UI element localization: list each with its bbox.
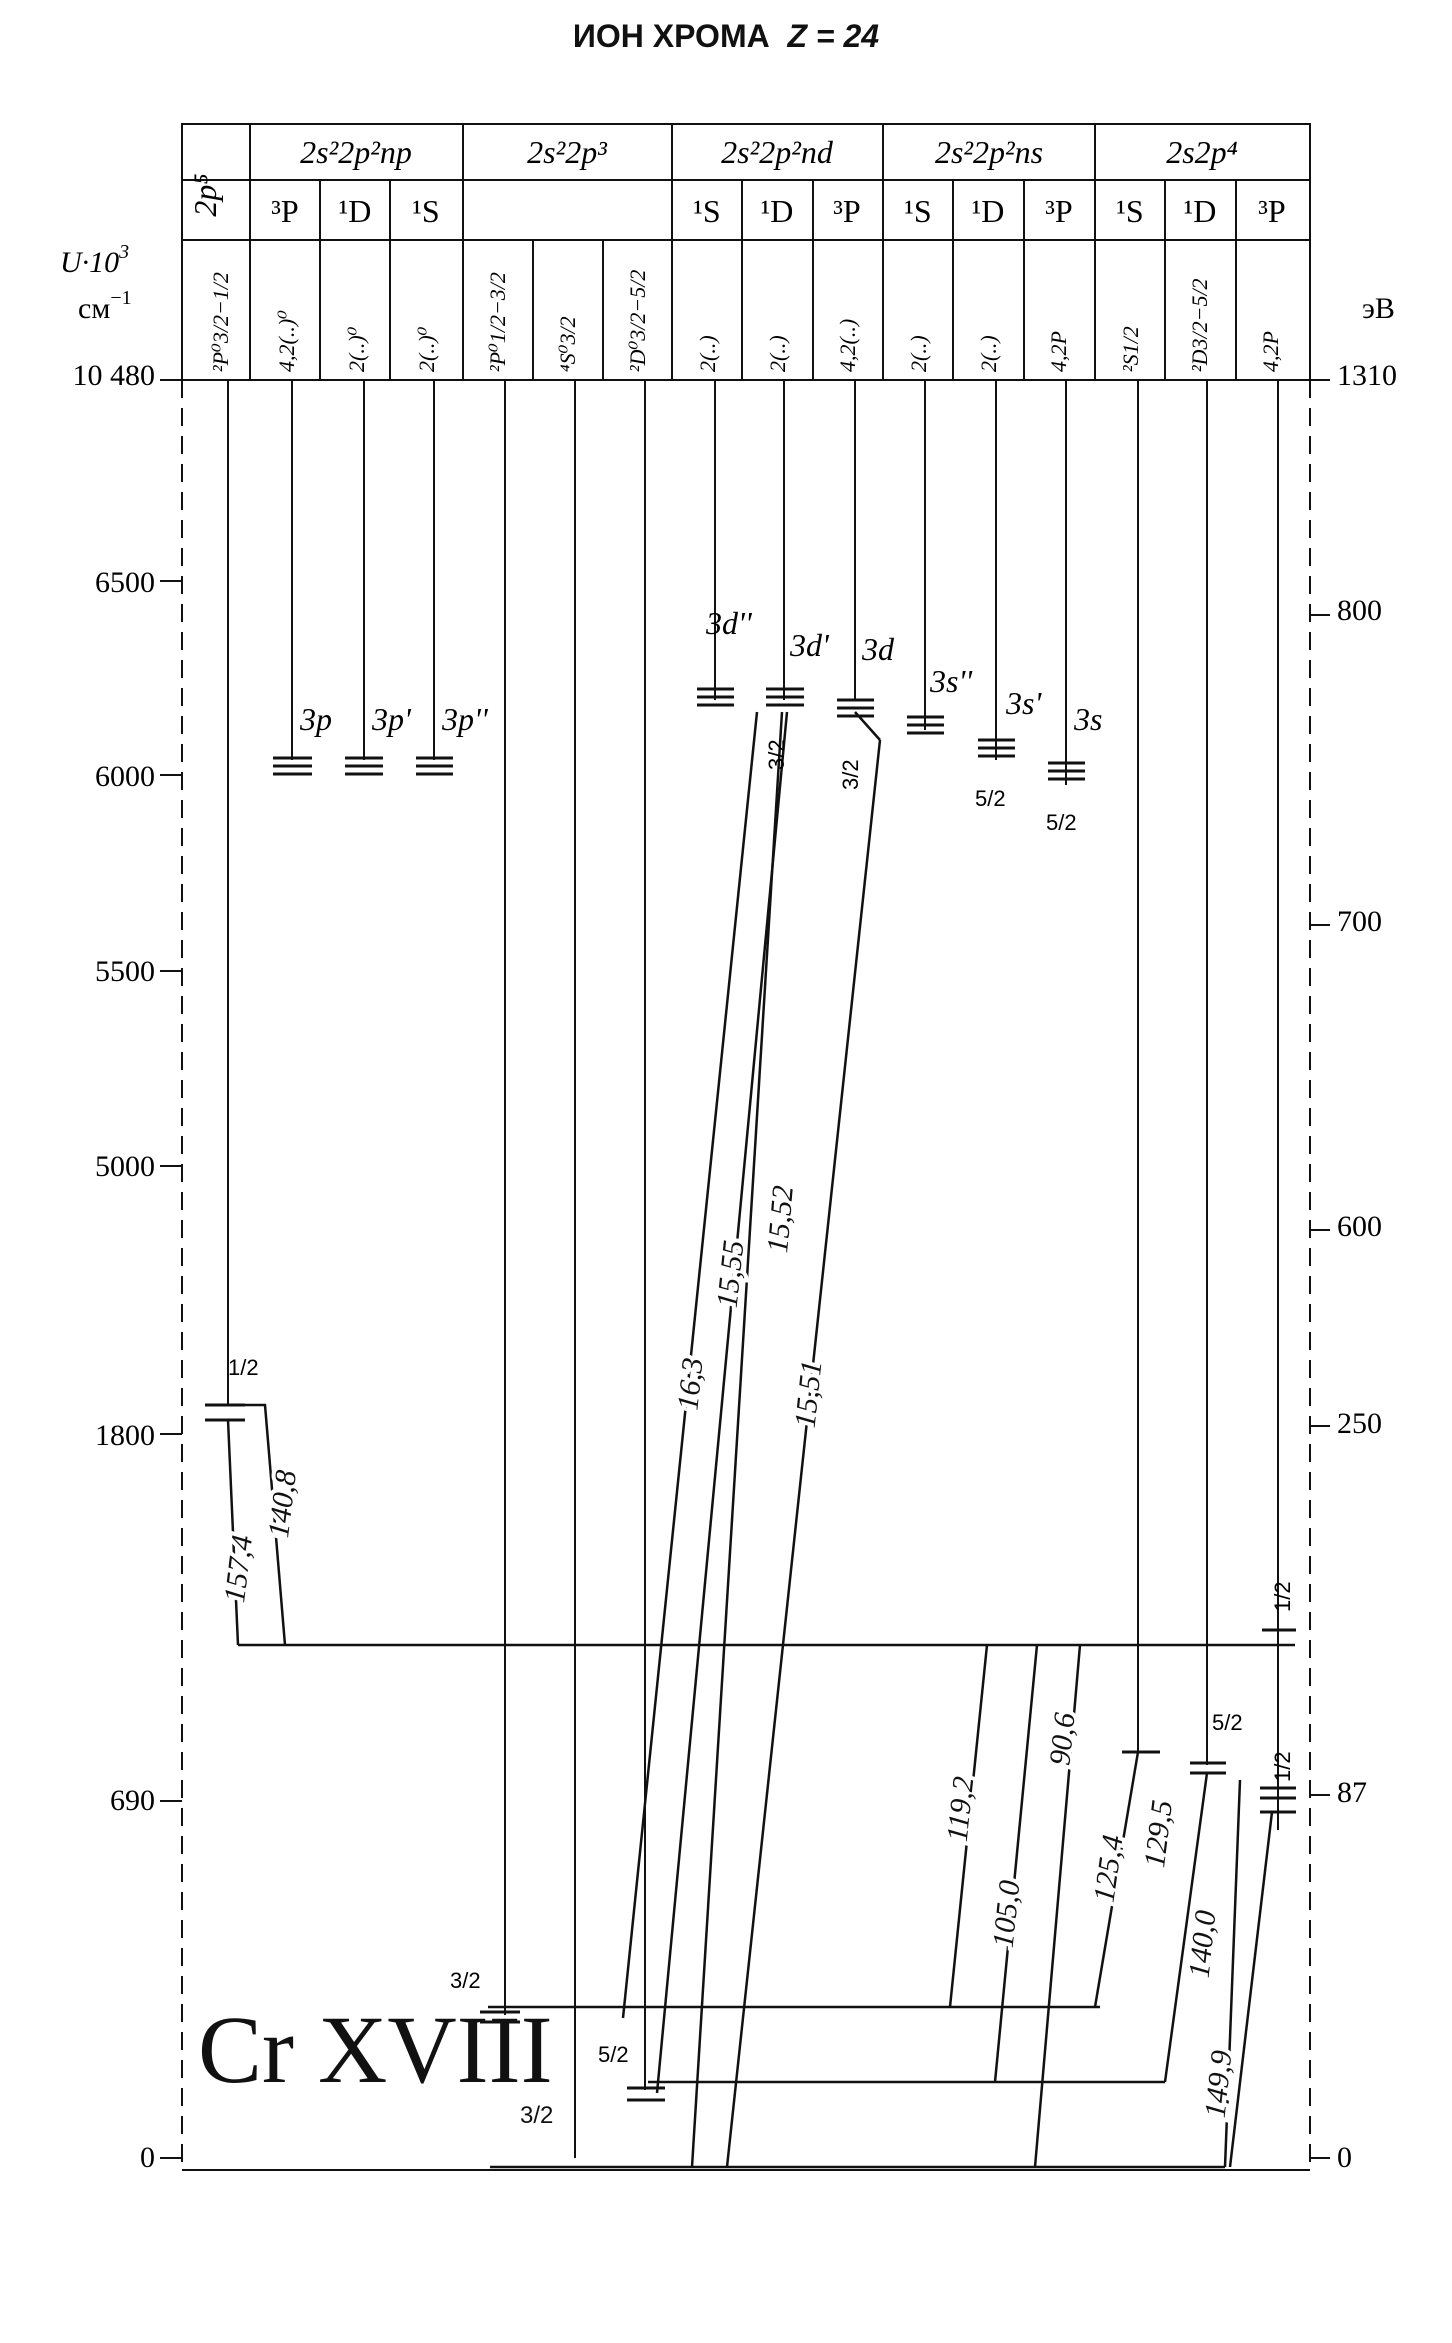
column-label: 2(..) — [695, 335, 720, 372]
left-tick-label: 690 — [110, 1784, 155, 1817]
column-label: 4,2(..) — [835, 318, 860, 372]
column-label: ²D3/2−5/2 — [1187, 278, 1212, 372]
right-tick-label: 700 — [1337, 905, 1382, 938]
transition-label: 15,51 — [788, 1358, 829, 1430]
left-unit-top: $U\cdot 10^3$ — [60, 241, 130, 279]
left-axis — [60, 241, 155, 2174]
group-label: 2s²2p³ — [527, 134, 607, 170]
transition-label: 15,55 — [710, 1238, 751, 1310]
series-labels — [299, 605, 1102, 737]
group-label: 2s²2p²ns — [934, 134, 1044, 170]
right-ticks — [1310, 380, 1330, 2158]
series-label: 3s' — [1006, 685, 1042, 721]
series-label: 3d' — [790, 627, 829, 663]
series-label: 3p' — [372, 701, 411, 737]
column-label: 4,2(..)⁰ — [274, 310, 299, 372]
subterm-label: ¹S — [693, 193, 721, 229]
subterm-label: ³P — [1045, 193, 1073, 229]
column-label: 4,2P — [1258, 331, 1283, 372]
column-label: ²D⁰3/2−5/2 — [625, 269, 650, 372]
transition-label: 105,0 — [986, 1878, 1027, 1950]
subterm-label: ¹D — [971, 193, 1005, 229]
subterm-label: ¹D — [1183, 193, 1217, 229]
j-label: 5/2 — [598, 2042, 629, 2067]
column-label: 2(..)⁰ — [344, 326, 369, 372]
column-label: 4,2P — [1046, 331, 1071, 372]
transition-label: 90,6 — [1043, 1711, 1082, 1767]
column-label: 2(..)⁰ — [414, 326, 439, 372]
transition-lines — [228, 712, 1295, 2167]
j-label: 3/2 — [764, 739, 789, 770]
j-label: 1/2 — [1270, 1751, 1295, 1782]
left-tick-label: 5500 — [95, 955, 155, 988]
subterm-label: ¹S — [904, 193, 932, 229]
left-tick-label: 6000 — [95, 760, 155, 793]
series-label: 3s'' — [930, 663, 973, 699]
subterm-label: ¹S — [1116, 193, 1144, 229]
series-label: 3s — [1074, 701, 1103, 737]
column-label: ⁴S⁰3/2 — [555, 316, 580, 372]
header-subterms — [271, 193, 1285, 229]
column-label: 2(..) — [976, 335, 1001, 372]
left-ticks — [160, 380, 182, 2158]
column-label: ²P⁰1/2−3/2 — [485, 272, 510, 372]
right-tick-label: 0 — [1337, 2141, 1352, 2174]
transition-label: 157,4 — [218, 1533, 260, 1605]
subterm-label: ³P — [271, 193, 299, 229]
level-bars — [205, 689, 1296, 2100]
group-label: 2s²2p²nd — [721, 134, 833, 170]
column-label: 2(..) — [906, 335, 931, 372]
transition-label: 149,9 — [1198, 2048, 1239, 2120]
transition-label: 125,4 — [1087, 1832, 1130, 1905]
transition-label: 16,3 — [671, 1356, 710, 1412]
group-label: 2s2p⁴ — [1166, 134, 1238, 170]
j-label: 1/2 — [228, 1355, 259, 1380]
subterm-label: ¹S — [412, 193, 440, 229]
title-text: ИОН ХРОМА — [572, 18, 770, 54]
subterm-label: ¹D — [760, 193, 794, 229]
column-label: 2(..) — [765, 335, 790, 372]
subterm-label: ³P — [1258, 193, 1286, 229]
j-label: 3/2 — [450, 1968, 481, 1993]
group-label: 2p⁵ — [187, 173, 223, 217]
left-tick-label: 0 — [140, 2141, 155, 2174]
right-tick-label: 87 — [1337, 1776, 1367, 1809]
j-label: 5/2 — [975, 786, 1006, 811]
header-columns — [208, 270, 1283, 372]
j-label: 5/2 — [1046, 810, 1077, 835]
left-tick-label: 10 480 — [72, 359, 155, 392]
left-tick-label: 5000 — [95, 1150, 155, 1183]
column-label: ²P⁰3/2−1/2 — [208, 272, 233, 372]
left-tick-label: 6500 — [95, 566, 155, 599]
right-tick-label: 1310 — [1337, 359, 1397, 392]
j-label: 5/2 — [1212, 1710, 1243, 1735]
series-label: 3p — [300, 701, 332, 737]
j-labels — [228, 739, 1295, 2067]
left-tick-label: 1800 — [95, 1419, 155, 1452]
subterm-label: ¹D — [338, 193, 372, 229]
ion-label: Cr XVIII — [198, 1996, 553, 2103]
group-label: 2s²2p²np — [300, 134, 412, 170]
ion-label-sub: 3/2 — [520, 2102, 554, 2129]
right-unit: эВ — [1362, 292, 1395, 325]
right-tick-label: 250 — [1337, 1407, 1382, 1440]
left-unit-bottom: $см^{-1}$ — [78, 287, 132, 325]
j-label: 3/2 — [838, 759, 863, 790]
j-label: 1/2 — [1270, 1581, 1295, 1612]
series-label: 3d — [862, 631, 894, 667]
transition-label: 15,52 — [761, 1184, 800, 1255]
transition-label: 129,5 — [1138, 1798, 1180, 1870]
transition-label: 140,0 — [1182, 1908, 1223, 1980]
transition-label: 119,2 — [940, 1774, 981, 1844]
transition-label: 140,8 — [262, 1468, 304, 1540]
column-label: ²S1/2 — [1118, 326, 1143, 372]
subterm-label: ³P — [833, 193, 861, 229]
right-tick-label: 600 — [1337, 1210, 1382, 1243]
series-label: 3p'' — [442, 701, 488, 737]
title-z: Z = 24 — [787, 18, 880, 54]
right-axis — [1337, 292, 1397, 2174]
series-label: 3d'' — [706, 605, 752, 641]
right-tick-label: 800 — [1337, 594, 1382, 627]
